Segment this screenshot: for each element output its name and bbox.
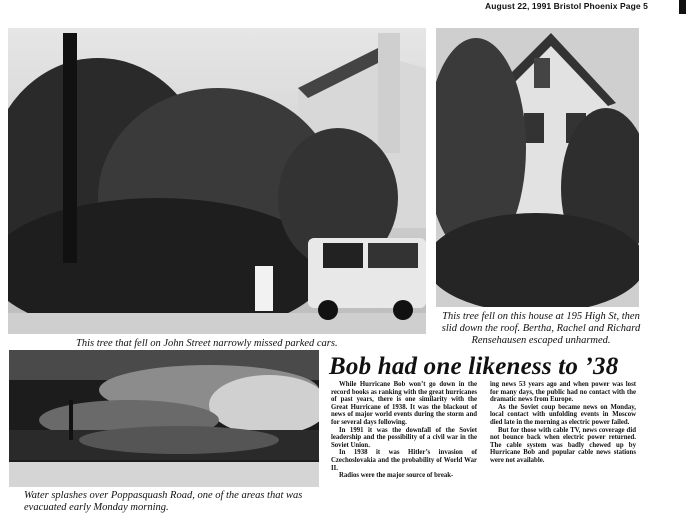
photo-water-poppasquash-road — [9, 350, 319, 487]
article-column-2 — [490, 381, 636, 465]
article-paragraph: In 1938 it was Hitler’s invasion of Czechoslovakia and the probability of World War II. — [331, 449, 477, 472]
caption-high-st: This tree fell on this house at 195 High St, then slid down the roof. Bertha, Rachel and Richard Rensehausen escaped unharmed. — [441, 311, 641, 346]
article-paragraph: ing news 53 years ago and when power was lost for many days, the public had no contact with the dramatic news from Europe. — [490, 381, 636, 404]
caption-poppasquash: Water splashes over Poppasquash Road, one of the areas that was evacuated early Monday morning. — [24, 490, 303, 513]
caption-john-street: This tree that fell on John Street narrowly missed parked cars. — [76, 338, 338, 349]
article-column-1 — [331, 381, 477, 480]
photo-fallen-tree-john-street — [8, 28, 426, 334]
article-paragraph: Radios were the major source of break- — [339, 472, 454, 480]
article-paragraph: But for those with cable TV, news coverage did not bounce back when electric power returned. The cable system was badly chewed up by Hurricane Bob and popular cable news stations were not available. — [490, 426, 636, 464]
article-paragraph: While Hurricane Bob won’t go down in the record books as ranking with the great hurricanes of past years, there is one similarity with the Great Hurricane of 1938. It was the blackout of news of major world events during the storm and for several days following. — [331, 381, 477, 426]
article-headline: Bob had one likeness to ’38 — [329, 353, 619, 380]
page-header: August 22, 1991 Bristol Phoenix Page 5 — [485, 1, 648, 11]
edge-mark — [679, 0, 686, 14]
article-paragraph: As the Soviet coup became news on Monday, local contact with unfolding events in Moscow died late in the morning as electric power failed. — [490, 403, 636, 426]
photo-tree-on-house-high-st — [436, 28, 639, 307]
article-paragraph: In 1991 it was the downfall of the Soviet leadership and the possibility of a civil war in the Soviet Union. — [331, 426, 477, 449]
